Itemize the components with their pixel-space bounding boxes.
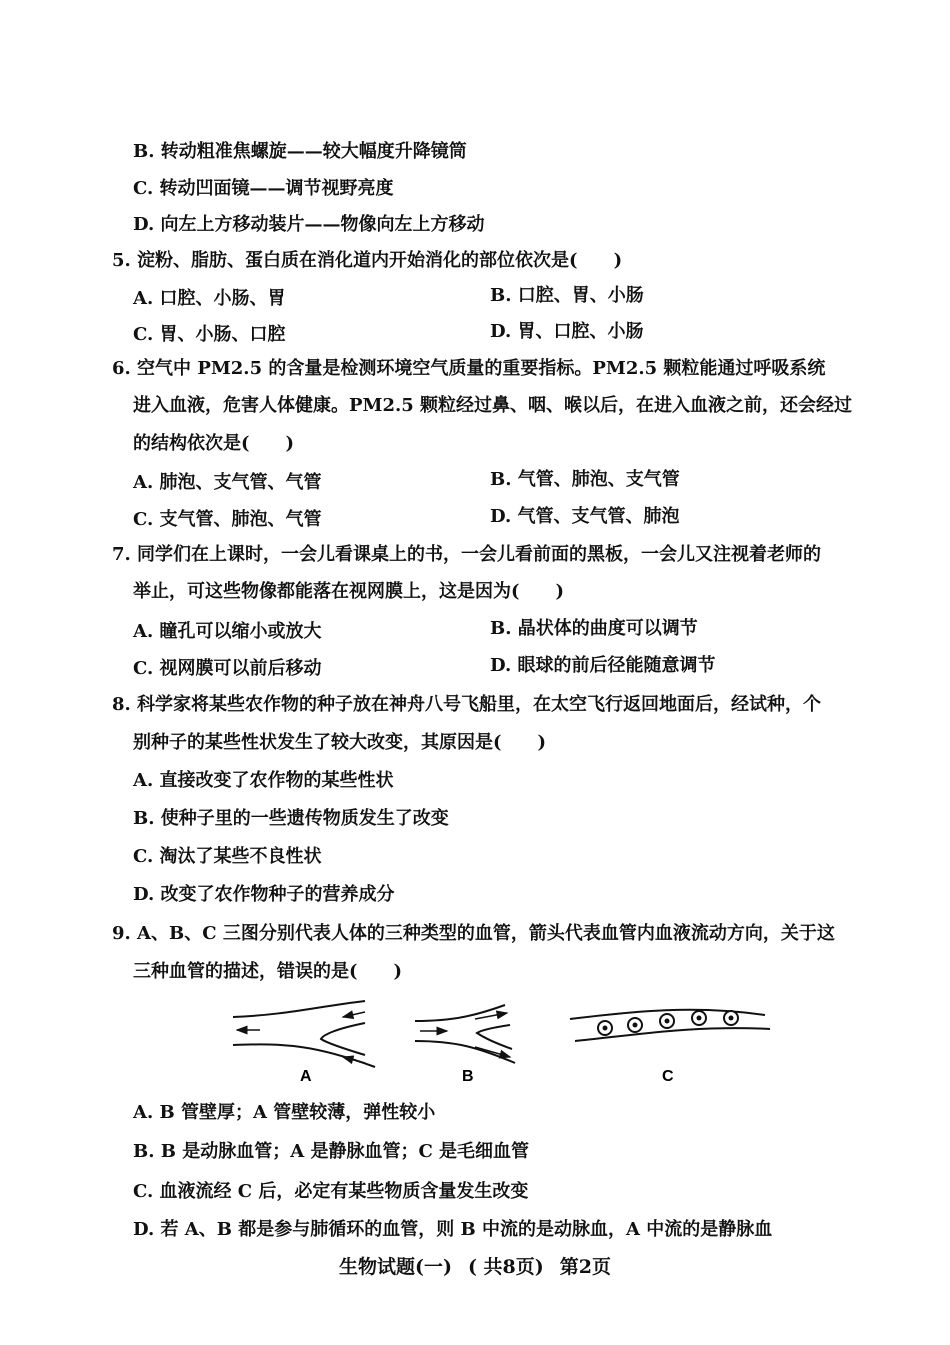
footer-title: 生物试题(一) — [338, 1256, 452, 1278]
q8-option-b: B. 使种子里的一些遗传物质发生了改变 — [133, 808, 449, 829]
q5-option-b: B. 口腔、胃、小肠 — [490, 285, 644, 306]
q4-option-c: C. 转动凹面镜——调节视野亮度 — [133, 178, 394, 199]
q9-option-a: A. B 管壁厚；A 管壁较薄，弹性较小 — [133, 1102, 436, 1123]
q6-stem-line2: 进入血液，危害人体健康。PM2.5 颗粒经过鼻、咽、喉以后，在进入血液之前，还会经过 — [133, 395, 853, 416]
q7-option-a: A. 瞳孔可以缩小或放大 — [133, 621, 322, 642]
q6-stem-line1: 6. 空气中 PM2.5 的含量是检测环境空气质量的重要指标。PM2.5 颗粒能通过呼吸系统 — [112, 358, 826, 379]
q6-option-c: C. 支气管、肺泡、气管 — [133, 509, 322, 530]
q8-option-c: C. 淘汰了某些不良性状 — [133, 846, 322, 867]
footer-total-pages: ( 共8页) — [467, 1256, 544, 1278]
vessel-b-artery — [415, 1005, 515, 1063]
q5-option-a: A. 口腔、小肠、胃 — [133, 288, 286, 309]
page-footer — [0, 1252, 950, 1279]
fig-label-c: C — [662, 1068, 674, 1085]
vessel-a-vein — [233, 1001, 375, 1067]
q6-option-b: B. 气管、肺泡、支气管 — [490, 469, 680, 490]
footer-page-number: 第2页 — [559, 1256, 612, 1278]
q5-option-c: C. 胃、小肠、口腔 — [133, 324, 286, 345]
q6-stem-line3: 的结构依次是( ) — [133, 433, 295, 454]
vessel-c-capillary — [570, 1010, 770, 1041]
q4-option-b: B. 转动粗准焦螺旋——较大幅度升降镜筒 — [133, 141, 467, 162]
q6-option-a: A. 肺泡、支气管、气管 — [133, 472, 322, 493]
q9-stem-line1: 9. A、B、C 三图分别代表人体的三种类型的血管，箭头代表血管内血液流动方向，关于这 — [112, 923, 835, 944]
q7-option-b: B. 晶状体的曲度可以调节 — [490, 618, 698, 639]
q8-stem-line1: 8. 科学家将某些农作物的种子放在神舟八号飞船里，在太空飞行返回地面后，经试种，个 — [112, 694, 822, 715]
q7-option-d: D. 眼球的前后径能随意调节 — [490, 655, 716, 676]
q5-option-d: D. 胃、口腔、小肠 — [490, 321, 644, 342]
q7-stem-line1: 7. 同学们在上课时，一会儿看课桌上的书，一会儿看前面的黑板，一会儿又注视着老师的 — [112, 544, 822, 565]
q9-option-c: C. 血液流经 C 后，必定有某些物质含量发生改变 — [133, 1181, 529, 1202]
q9-option-b: B. B 是动脉血管；A 是静脉血管；C 是毛细血管 — [133, 1141, 530, 1162]
q7-option-c: C. 视网膜可以前后移动 — [133, 658, 322, 679]
q8-option-d: D. 改变了农作物种子的营养成分 — [133, 884, 395, 905]
q6-option-d: D. 气管、支气管、肺泡 — [490, 506, 680, 527]
fig-label-a: A — [300, 1068, 312, 1085]
blood-vessel-figures — [215, 995, 785, 1095]
q9-stem-line2: 三种血管的描述，错误的是( ) — [133, 961, 403, 982]
q8-stem-line2: 别种子的某些性状发生了较大改变，其原因是( ) — [133, 732, 547, 753]
q7-stem-line2: 举止，可这些物像都能落在视网膜上，这是因为( ) — [133, 581, 565, 602]
fig-label-b: B — [462, 1068, 474, 1085]
q8-option-a: A. 直接改变了农作物的某些性状 — [133, 770, 394, 791]
q5-stem: 5. 淀粉、脂肪、蛋白质在消化道内开始消化的部位依次是( ) — [112, 250, 623, 271]
q4-option-d: D. 向左上方移动装片——物像向左上方移动 — [133, 214, 485, 235]
q9-option-d: D. 若 A、B 都是参与肺循环的血管，则 B 中流的是动脉血，A 中流的是静脉血 — [133, 1219, 773, 1240]
